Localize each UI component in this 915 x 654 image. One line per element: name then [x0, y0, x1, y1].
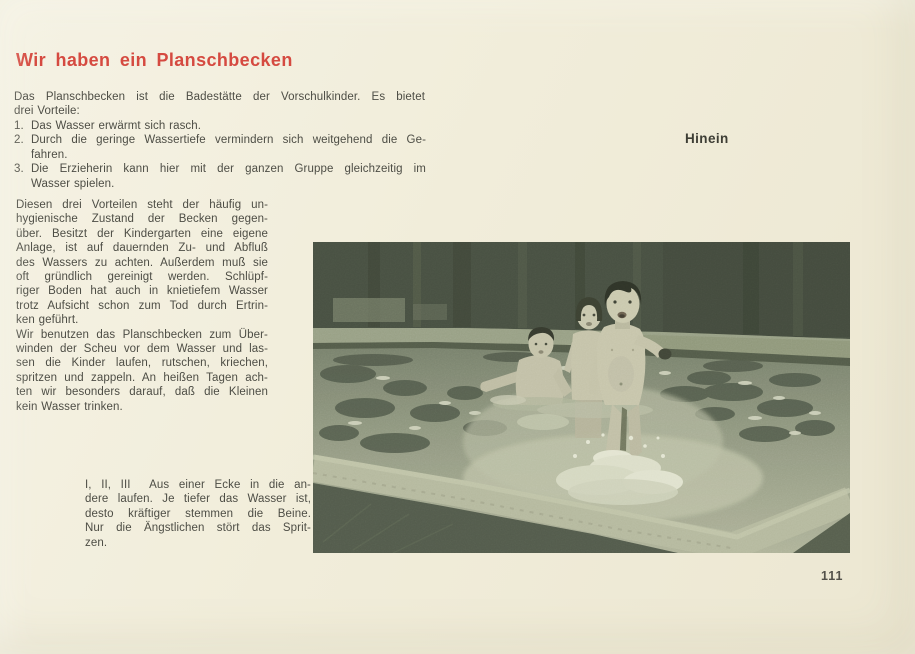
- text-line: dere laufen. Je tiefer das Wasser ist,: [85, 493, 311, 506]
- text-line: fahren.: [31, 148, 68, 161]
- list-item: [14, 133, 426, 162]
- photo-children-in-pool: [313, 242, 850, 553]
- text-line: zen.: [85, 536, 108, 549]
- page-number: 111: [821, 569, 844, 583]
- text-line: Nur die Ängstlichen stört das Sprit-: [85, 522, 311, 535]
- list-item: [14, 119, 426, 133]
- text-line: drei Vorteile:: [14, 105, 80, 118]
- margin-label: Hinein: [685, 131, 729, 146]
- text-line: Das Wasser erwärmt sich rasch.: [31, 120, 202, 132]
- text-line: des Wassers zu achten. Außerdem muß sie: [16, 256, 268, 269]
- photo-caption: [85, 478, 311, 550]
- chapter-heading: Wir haben ein Planschbecken: [16, 50, 293, 70]
- list-item: [14, 162, 426, 191]
- text-line: spritzen und zappeln. An heißen Tagen ach-: [16, 371, 268, 384]
- text-line: Die Erzieherin kann hier mit der ganzen Gruppe gleichzeitig im: [31, 163, 426, 176]
- text-line: ken geführt.: [16, 314, 79, 327]
- text-line: riger Boden hat auch in knietiefem Wasser: [16, 285, 268, 298]
- paragraph-usage: [16, 328, 268, 414]
- text-line: Diesen drei Vorteilen steht der häufig un-: [16, 199, 268, 211]
- left-column: [16, 198, 268, 414]
- text-line: I, II, III Aus einer Ecke in die an-: [85, 479, 311, 491]
- intro-paragraph: [14, 90, 425, 119]
- text-line: ten wir besonders darauf, daß die Kleinen: [16, 386, 268, 399]
- text-line: winden der Scheu vor dem Wasser und las-: [16, 343, 268, 356]
- advantages-list: [14, 119, 426, 191]
- text-line: oft gründlich gereinigt werden. Schlüpf-: [16, 271, 268, 284]
- text-line: über. Besitzt der Kindergarten eine eigene: [16, 227, 268, 240]
- list-item-number: 2.: [14, 134, 24, 147]
- text-line: Anlage, ist auf dauernden Zu- und Abfluß: [16, 242, 268, 255]
- text-line: desto kräftiger stemmen die Beine.: [85, 507, 311, 520]
- text-line: Wasser spielen.: [31, 177, 115, 190]
- text-line: Das Planschbecken ist die Badestätte der Vorschulkinder. Es bietet: [14, 91, 425, 103]
- text-line: hygienische Zustand der Becken gegen-: [16, 213, 268, 226]
- list-item-number: 1.: [14, 120, 24, 132]
- text-line: sen die Kinder laufen, rutschen, kriechen,: [16, 357, 268, 370]
- text-line: kein Wasser trinken.: [16, 400, 123, 413]
- paragraph-disadvantages: [16, 198, 268, 328]
- list-item-number: 3.: [14, 163, 24, 176]
- film-grain: [313, 242, 850, 553]
- pool-photo-graphic: [313, 242, 850, 553]
- text-line: trotz Aufsicht schon zum Tod durch Ertrin-: [16, 299, 268, 312]
- text-line: Wir benutzen das Planschbecken zum Über-: [16, 328, 268, 341]
- text-line: Durch die geringe Wassertiefe vermindern sich weitgehend die Ge-: [31, 134, 426, 147]
